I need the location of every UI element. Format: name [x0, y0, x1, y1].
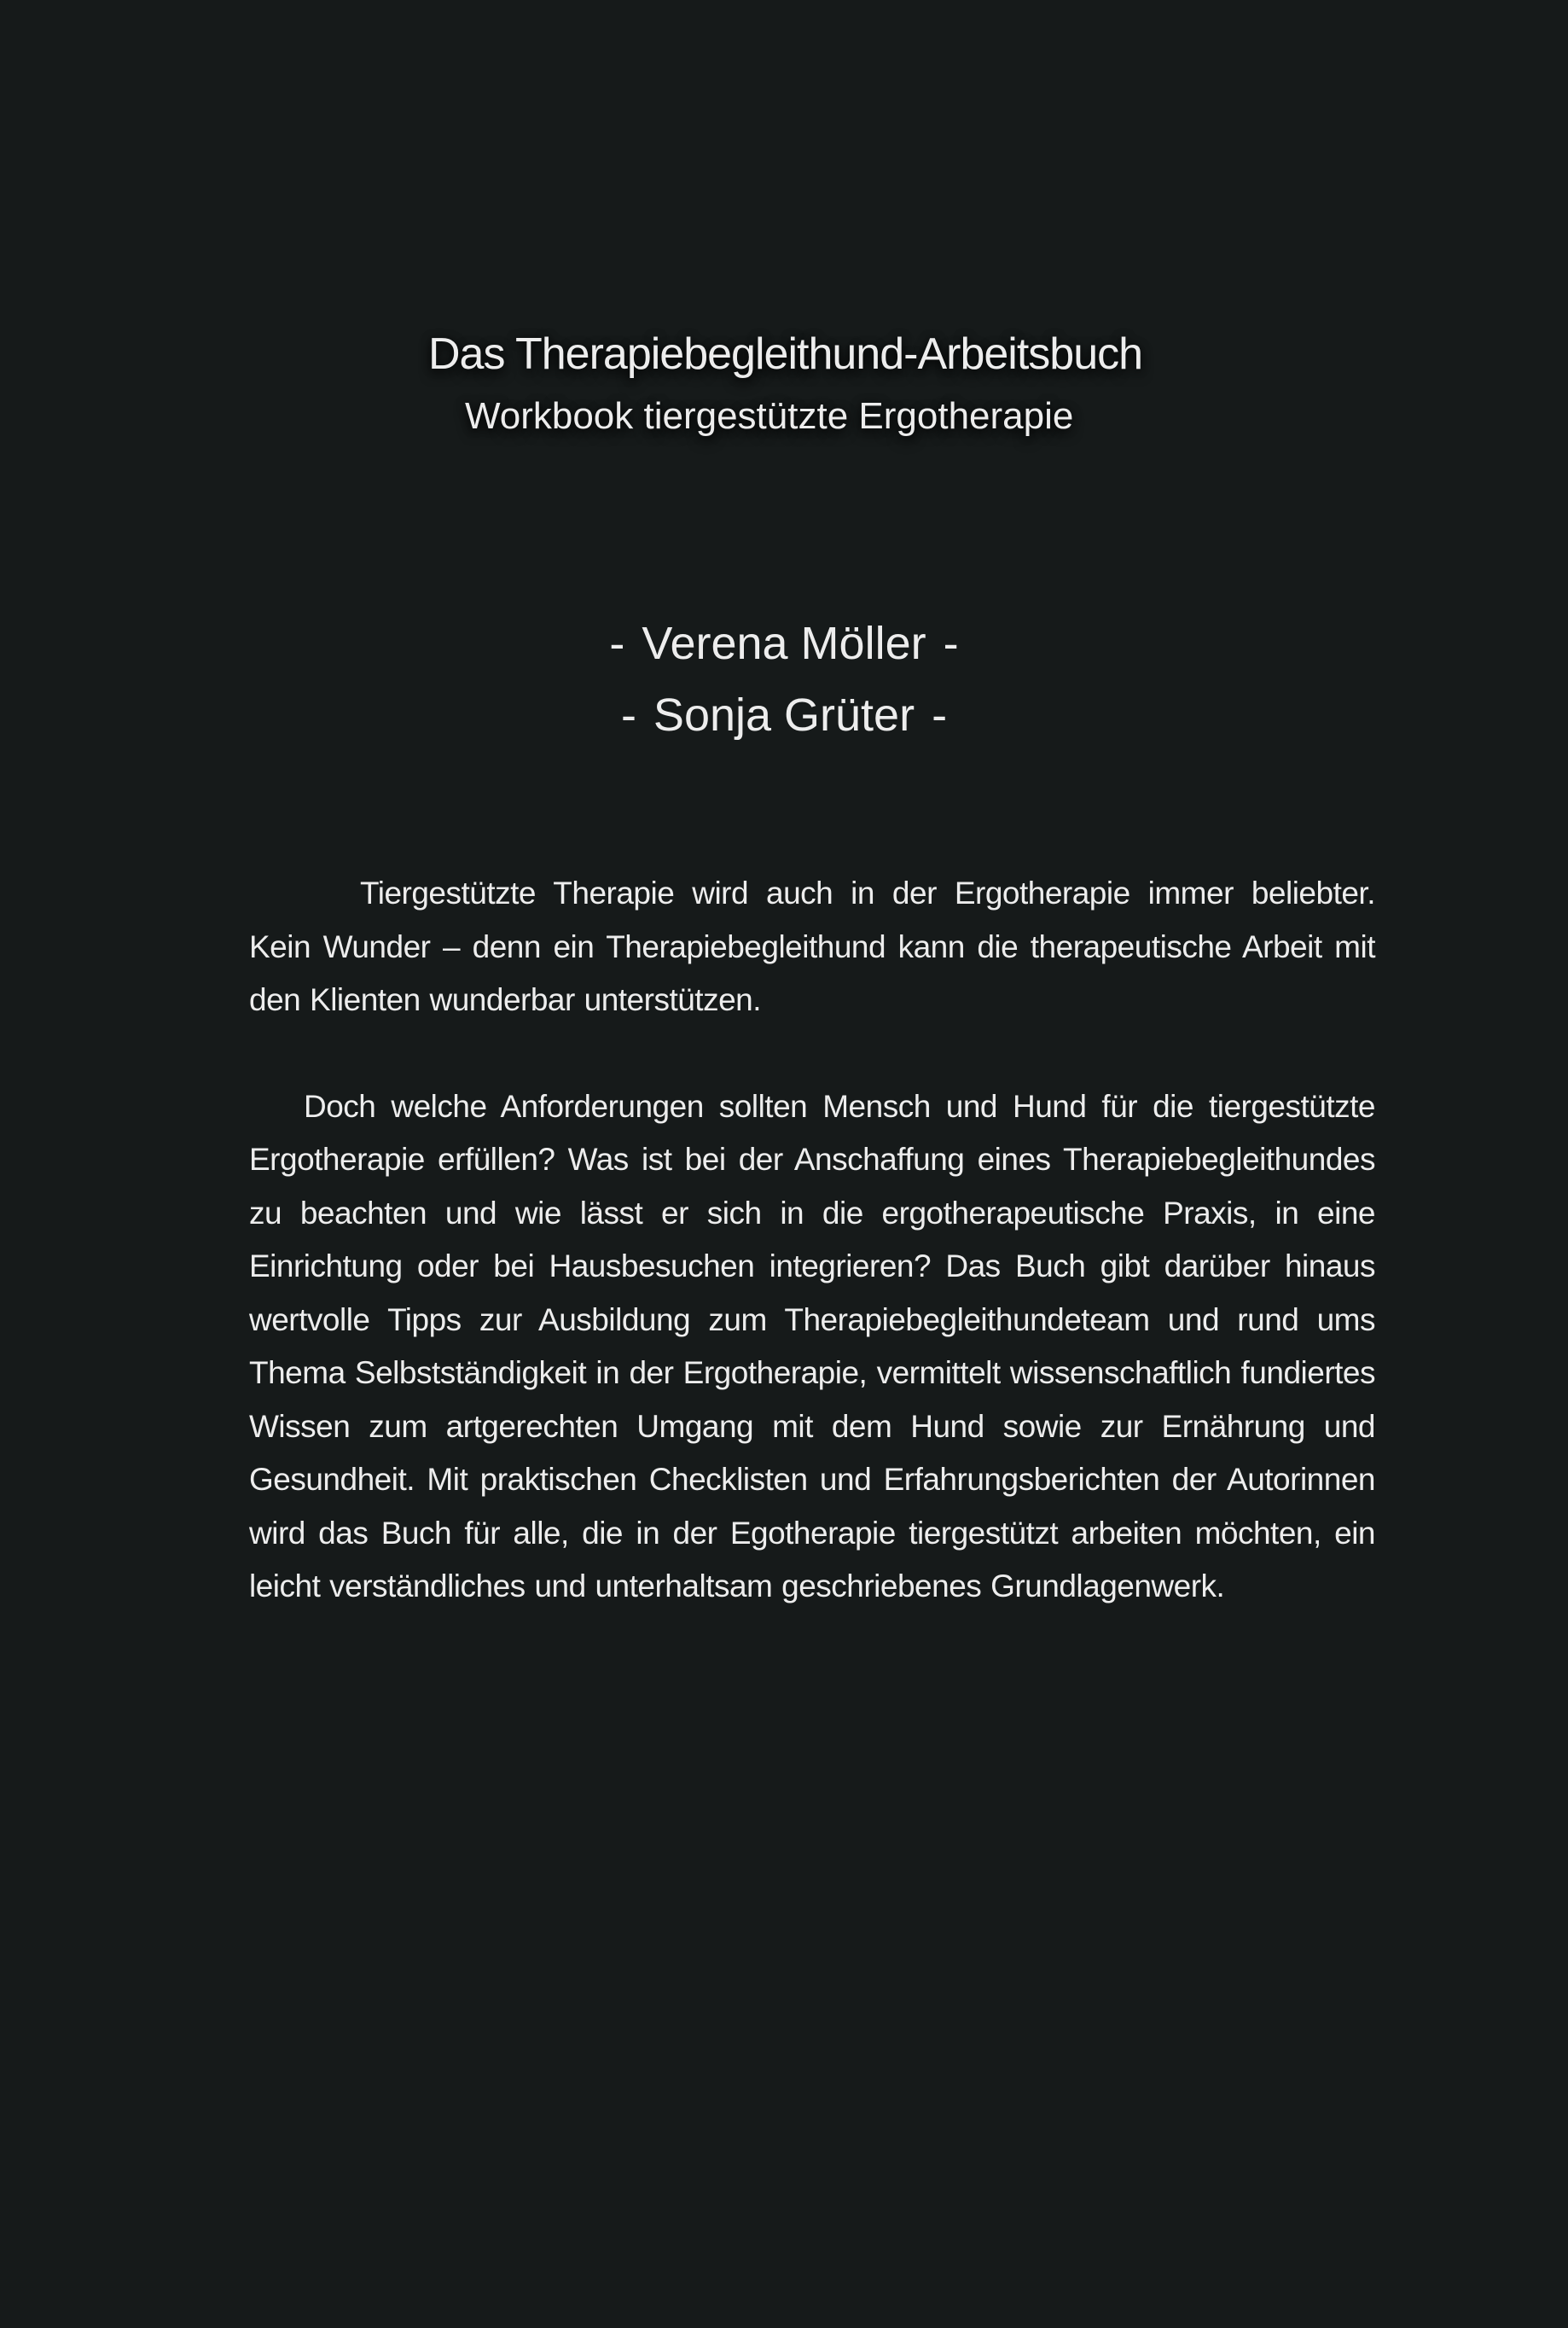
author-name: Sonja Grüter [653, 690, 915, 741]
author-dash-right: - [932, 690, 948, 741]
book-subtitle: Workbook tiergestützte Ergotherapie [465, 395, 1074, 437]
blurb-paragraph: Tiergestützte Therapie wird auch in der Ergotherapie immer beliebter. Kein Wunder – denn ein Therapiebegleithund kann die therapeutische Arbeit mit den Klienten wunderbar unterstützen. [249, 876, 1375, 1017]
author-line [0, 679, 1568, 751]
author-list [0, 608, 1568, 751]
author-dash-left: - [609, 618, 625, 669]
blurb-text [249, 867, 1375, 1614]
book-title: Das Therapiebegleithund-Arbeitsbuch [428, 329, 1143, 379]
author-dash-right: - [943, 618, 959, 669]
author-dash-left: - [620, 690, 636, 741]
blurb-paragraph: Doch welche Anforderungen sollten Mensch und Hund für die tiergestützte Ergotherapie erfüllen? Was ist bei der Anschaffung eines Therapiebegleithundes zu beachten und wie lässt er sich in die ergotherapeutische Praxis, in eine Einrichtung oder bei Hausbesuchen integrieren? Das Buch gibt darüber hinaus wertvolle Tipps zur Ausbildung zum Therapiebegleithundeteam und rund ums Thema Selbstständigkeit in der Ergotherapie, vermittelt wissenschaftlich fundiertes Wissen zum artgerechten Umgang mit dem Hund sowie zur Ernährung und Gesundheit. Mit praktischen Checklisten und Erfahrungsberichten der Autorinnen wird das Buch für alle, die in der Egotherapie tiergestützt arbeiten möchten, ein leicht verständliches und unterhaltsam geschriebenes Grundlagenwerk. [249, 1088, 1375, 1603]
author-name: Verena Möller [642, 618, 926, 669]
author-line [0, 608, 1568, 679]
